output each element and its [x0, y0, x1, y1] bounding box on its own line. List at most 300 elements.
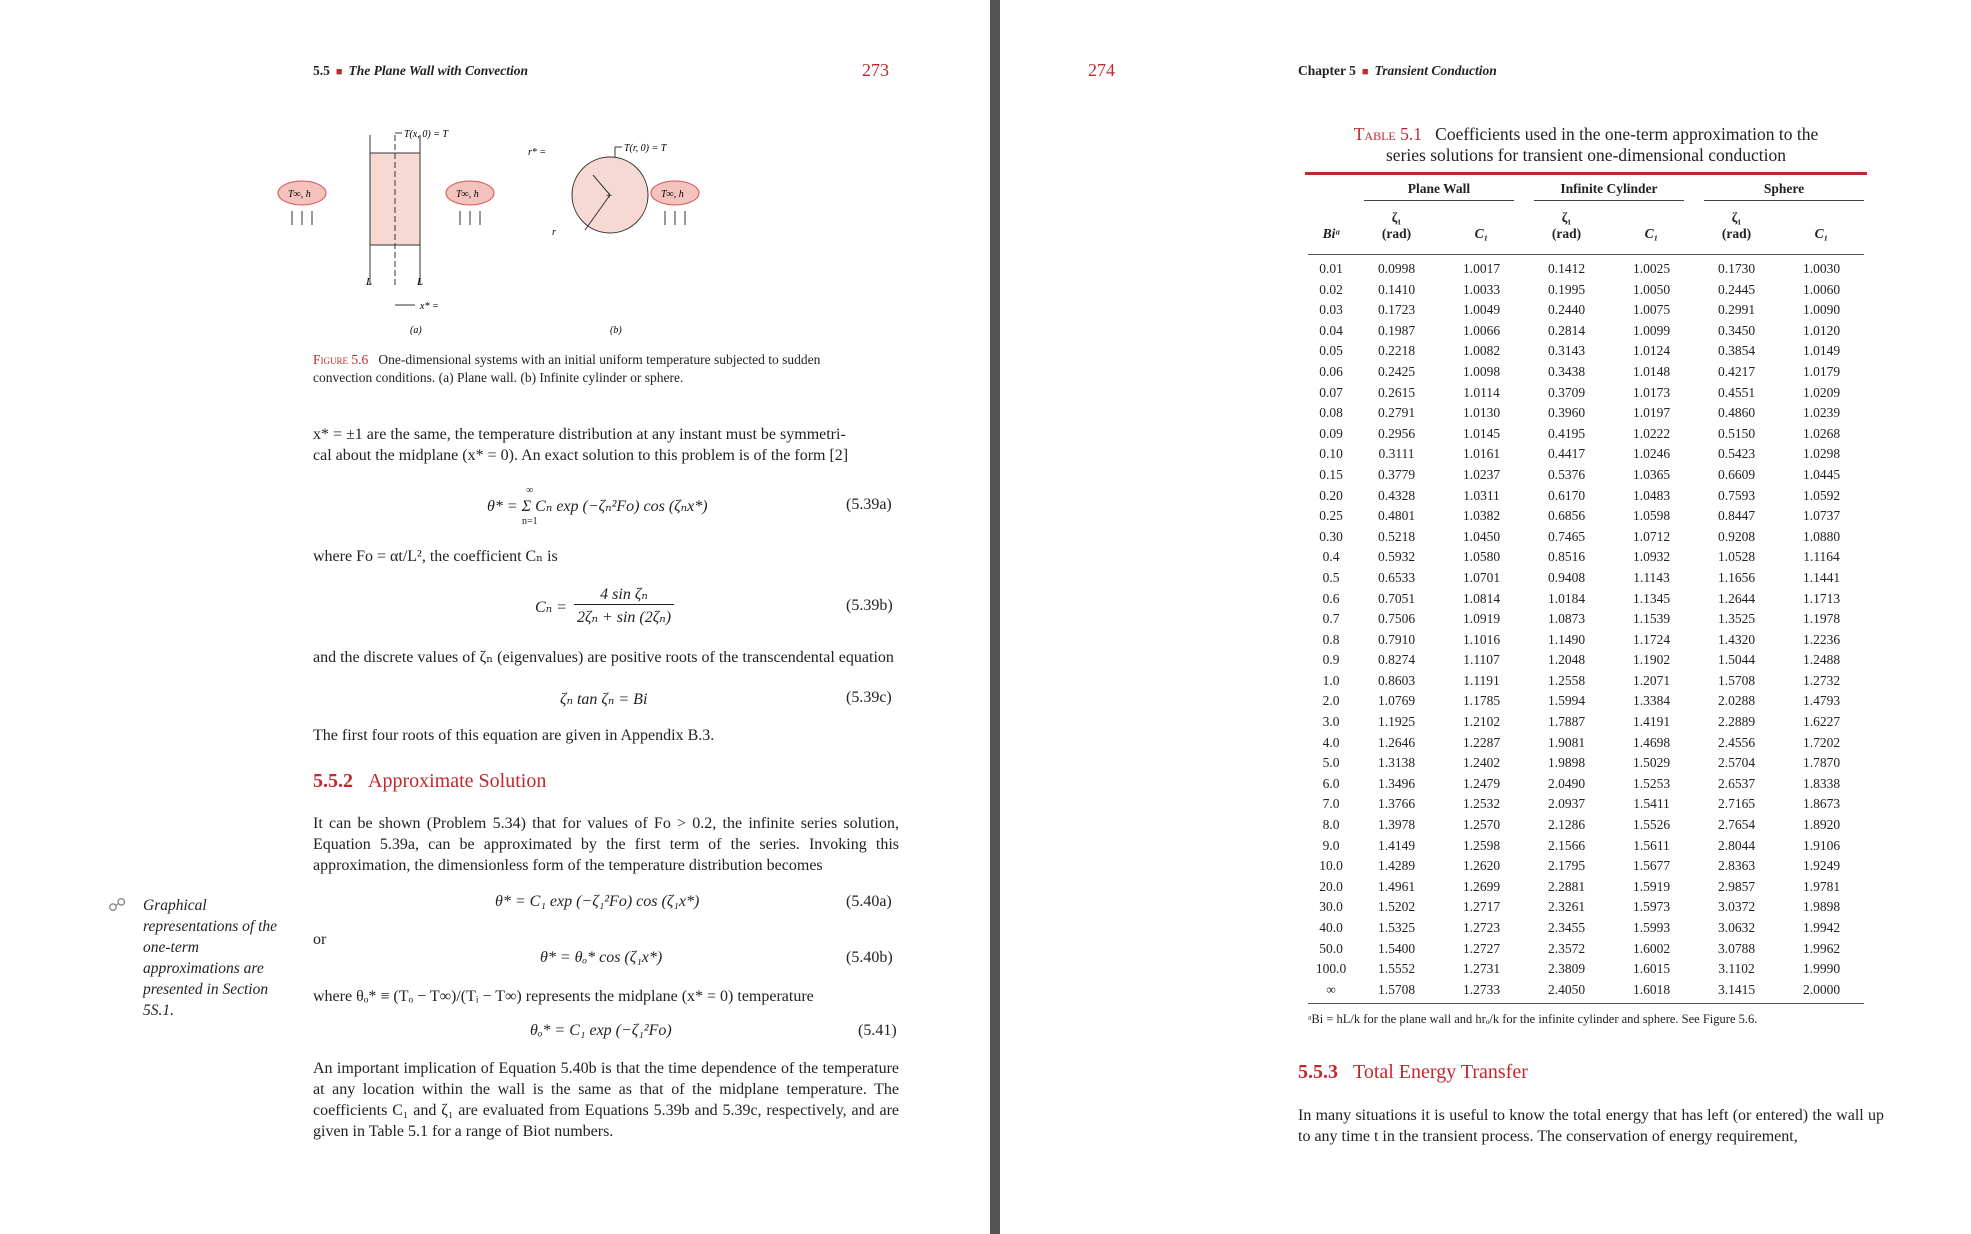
paragraph-symmetry	[313, 424, 899, 466]
value-cell: 1.2644	[1717, 590, 1756, 606]
value-cell: 1.5526	[1632, 817, 1671, 833]
value-cell: 1.4793	[1802, 693, 1841, 709]
value-cell: 1.4698	[1632, 734, 1671, 750]
value-cell: 1.0483	[1632, 487, 1671, 503]
value-cell: 1.9249	[1802, 858, 1841, 874]
value-cell: 0.2218	[1377, 343, 1416, 359]
value-cell: 1.3766	[1377, 796, 1416, 812]
value-cell: 1.9990	[1802, 961, 1841, 977]
column-header-c1: C₁	[1644, 226, 1659, 241]
value-cell: 2.0490	[1547, 775, 1586, 791]
table-row	[1308, 300, 1864, 321]
value-cell: 0.5423	[1717, 446, 1756, 462]
value-cell: 1.0082	[1462, 343, 1501, 359]
fluid-label-right: T∞, h	[456, 189, 479, 200]
bi-cell: 0.07	[1319, 384, 1343, 400]
value-cell: 1.0030	[1802, 261, 1841, 276]
bi-cell: 7.0	[1322, 796, 1340, 812]
value-cell: 1.2479	[1462, 775, 1501, 791]
value-cell: 1.4961	[1377, 878, 1416, 894]
bi-cell: 30.0	[1319, 899, 1343, 915]
table-5-1-title	[1305, 124, 1867, 175]
value-cell: 1.1785	[1462, 693, 1501, 709]
value-cell: 1.0701	[1462, 569, 1501, 585]
bi-cell: 9.0	[1322, 837, 1340, 853]
value-cell: 0.2814	[1547, 322, 1586, 338]
table-row	[1308, 650, 1864, 671]
value-cell: 1.2727	[1462, 940, 1501, 956]
value-cell: 2.5704	[1717, 755, 1756, 771]
value-cell: 1.1143	[1633, 569, 1670, 585]
value-cell: 2.4556	[1717, 734, 1756, 750]
value-cell: 0.3709	[1547, 384, 1586, 400]
value-cell: 1.0737	[1802, 508, 1841, 524]
bi-cell: 0.15	[1319, 466, 1343, 482]
value-cell: 1.0445	[1802, 466, 1841, 482]
value-cell: 1.2699	[1462, 878, 1501, 894]
value-cell: 2.7165	[1717, 796, 1756, 812]
equation-5-39c: ζₙ tan ζₙ = Bi	[560, 691, 648, 708]
value-cell: 1.0209	[1802, 384, 1841, 400]
value-cell: 1.0814	[1462, 590, 1501, 606]
value-cell: 0.1412	[1547, 261, 1586, 276]
value-cell: 0.5376	[1547, 466, 1586, 482]
value-cell: 1.0528	[1717, 549, 1756, 565]
bi-cell: 0.30	[1319, 528, 1343, 544]
paragraph-eigenvalues: and the discrete values of ζₙ (eigenvalues) are positive roots of the transcendental equation	[313, 649, 894, 666]
value-cell: 1.9081	[1547, 734, 1586, 750]
bi-cell: 3.0	[1322, 714, 1340, 730]
value-cell: 0.5218	[1377, 528, 1416, 544]
value-cell: 0.3854	[1717, 343, 1756, 359]
figure-caption-text: One-dimensional systems with an initial uniform temperature subjected to sudden convection conditions. (a) Plane wall. (b) Infinite cylinder or sphere.	[313, 352, 821, 385]
value-cell: 1.2402	[1462, 755, 1501, 771]
value-cell: 1.0066	[1462, 322, 1501, 338]
value-cell: 0.7593	[1717, 487, 1756, 503]
table-row	[1308, 939, 1864, 960]
bi-cell: 0.20	[1319, 487, 1343, 503]
value-cell: 1.0932	[1632, 549, 1671, 565]
table-row	[1308, 918, 1864, 939]
table-row	[1308, 280, 1864, 301]
value-cell: 1.0075	[1632, 302, 1671, 318]
sum-upper-limit: ∞	[526, 485, 534, 496]
value-cell: 1.0365	[1632, 466, 1671, 482]
value-cell: 1.4289	[1377, 858, 1416, 874]
bi-cell: 0.25	[1319, 508, 1343, 524]
value-cell: 1.9942	[1802, 920, 1841, 935]
table-row	[1308, 568, 1864, 589]
value-cell: 1.1490	[1547, 631, 1586, 647]
equation-5-39b-lhs: Cₙ =	[535, 599, 567, 616]
column-header-unit: (rad)	[1551, 226, 1582, 241]
word-or: or	[313, 931, 327, 948]
value-cell: 1.2488	[1802, 652, 1841, 668]
value-cell: 1.0025	[1632, 261, 1671, 276]
margin-note-icon: ☍	[108, 895, 127, 915]
value-cell: 2.7654	[1717, 817, 1756, 833]
value-cell: 2.8363	[1717, 858, 1756, 874]
value-cell: 0.4860	[1717, 405, 1756, 421]
running-head-title: Transient Conduction	[1374, 63, 1497, 78]
value-cell: 0.3779	[1377, 466, 1416, 482]
table-row	[1308, 527, 1864, 548]
value-cell: 0.7506	[1377, 611, 1416, 627]
value-cell: 1.0712	[1632, 528, 1671, 544]
bi-cell: 0.5	[1322, 569, 1340, 585]
value-cell: 1.3525	[1717, 611, 1756, 627]
table-row	[1308, 856, 1864, 877]
value-cell: 1.0149	[1802, 343, 1841, 359]
value-cell: 1.0580	[1462, 549, 1501, 565]
column-header-bi: Biᵃ	[1322, 226, 1340, 241]
value-cell: 1.1191	[1463, 672, 1500, 688]
value-cell: 0.3438	[1547, 363, 1586, 379]
value-cell: 1.0060	[1802, 281, 1841, 297]
paragraph-approximation: It can be shown (Problem 5.34) that for values of Fo > 0.2, the infinite series solution, Equation 5.39a, can be approximated by the first term of the series. Invoking this approximation, the dimensionless form of the temperature distribution becomes	[313, 815, 899, 874]
table-bottom-rule	[1308, 1003, 1864, 1004]
bi-cell: 2.0	[1322, 693, 1340, 709]
table-row	[1308, 836, 1864, 857]
table-row	[1308, 959, 1864, 980]
table-label: Table 5.1	[1353, 124, 1423, 144]
fluid-label-cylinder: T∞, h	[661, 189, 684, 200]
value-cell: 1.2646	[1377, 734, 1416, 750]
value-cell: 1.0114	[1463, 384, 1500, 400]
bi-cell: 0.6	[1322, 590, 1340, 606]
column-header-zeta: ζ₁	[1561, 210, 1572, 225]
value-cell: 2.6537	[1717, 775, 1756, 791]
value-cell: 1.0222	[1632, 425, 1671, 441]
value-cell: 1.0382	[1462, 508, 1501, 524]
flow-arrows-left	[292, 211, 312, 225]
table-row	[1308, 465, 1864, 486]
value-cell: 1.0017	[1462, 261, 1501, 276]
value-cell: 1.0769	[1377, 693, 1416, 709]
bullet-icon: ■	[335, 66, 343, 78]
table-row	[1308, 362, 1864, 383]
table-row	[1308, 733, 1864, 754]
value-cell: 1.0099	[1632, 322, 1671, 338]
value-cell: 1.0161	[1462, 446, 1501, 462]
xstar-label: x* =	[420, 301, 439, 312]
equation-number-5-40b: (5.40b)	[846, 949, 893, 966]
value-cell: 1.5993	[1632, 920, 1671, 935]
bi-cell: 5.0	[1322, 755, 1340, 771]
value-cell: 1.2731	[1462, 961, 1501, 977]
section-heading-5-5-2	[313, 770, 546, 793]
paragraph-energy: In many situations it is useful to know the total energy that has left (or entered) the wall up to any time t in the transient process. The conservation of energy requirement,	[1298, 1107, 1884, 1145]
r0-label: r	[552, 227, 556, 238]
value-cell: 2.3455	[1547, 920, 1586, 935]
value-cell: 1.7887	[1547, 714, 1586, 730]
value-cell: 1.2236	[1802, 631, 1841, 647]
value-cell: 0.6609	[1717, 466, 1756, 482]
table-row	[1308, 444, 1864, 465]
value-cell: 0.5150	[1717, 425, 1756, 441]
value-cell: 0.0998	[1377, 261, 1416, 276]
value-cell: 1.5919	[1632, 878, 1671, 894]
figure-5-6	[288, 125, 710, 345]
table-row	[1308, 794, 1864, 815]
equation-5-41: θₒ* = C₁ exp (−ζ₁²Fo)	[530, 1022, 672, 1039]
table-row	[1308, 259, 1864, 280]
value-cell: 3.0632	[1717, 920, 1756, 935]
table-row	[1308, 691, 1864, 712]
section-title: Approximate Solution	[368, 770, 547, 792]
bi-cell: ∞	[1326, 981, 1336, 997]
header-rule	[1308, 242, 1864, 255]
value-cell: 1.1713	[1802, 590, 1841, 606]
equation-5-39a	[487, 496, 708, 516]
value-cell: 1.5708	[1717, 672, 1756, 688]
value-cell: 1.5029	[1632, 755, 1671, 771]
value-cell: 0.1987	[1377, 322, 1416, 338]
value-cell: 1.8920	[1802, 817, 1841, 833]
value-cell: 3.0788	[1717, 940, 1756, 956]
bi-cell: 0.03	[1319, 302, 1343, 318]
value-cell: 0.2956	[1377, 425, 1416, 441]
table-row	[1308, 609, 1864, 630]
equation-number-5-40a: (5.40a)	[846, 893, 892, 910]
center-mark: +	[606, 190, 613, 202]
value-cell: 1.8673	[1802, 796, 1841, 812]
value-cell: 0.2425	[1377, 363, 1416, 379]
value-cell: 1.0246	[1632, 446, 1671, 462]
value-cell: 1.0130	[1462, 405, 1501, 421]
value-cell: 1.6015	[1632, 961, 1671, 977]
value-cell: 3.0372	[1717, 899, 1756, 915]
value-cell: 1.3978	[1377, 817, 1416, 833]
section-number: 5.5.3	[1298, 1061, 1338, 1083]
value-cell: 1.1925	[1377, 714, 1416, 730]
value-cell: 1.1441	[1802, 569, 1841, 585]
table-row	[1308, 877, 1864, 898]
equation-5-39b-denominator: 2ζₙ + sin (2ζₙ)	[576, 609, 672, 626]
value-cell: 2.4050	[1547, 981, 1586, 997]
tx0-label: T(x, 0) = T	[404, 129, 448, 140]
table-row	[1308, 712, 1864, 733]
value-cell: 1.5400	[1377, 940, 1416, 956]
value-cell: 1.5411	[1633, 796, 1670, 812]
bi-cell: 40.0	[1319, 920, 1343, 935]
value-cell: 1.4149	[1377, 837, 1416, 853]
sum-lower-limit: n=1	[522, 516, 538, 527]
value-cell: 3.1415	[1717, 981, 1756, 997]
value-cell: 1.1902	[1632, 652, 1671, 668]
value-cell: 1.5708	[1377, 981, 1416, 997]
value-cell: 0.4417	[1547, 446, 1586, 462]
value-cell: 0.1730	[1717, 261, 1756, 276]
value-cell: 1.5552	[1377, 961, 1416, 977]
figure-label: Figure 5.6	[313, 352, 369, 367]
value-cell: 1.2732	[1802, 672, 1841, 688]
bi-cell: 0.08	[1319, 405, 1343, 421]
table-row	[1308, 753, 1864, 774]
value-cell: 1.1724	[1632, 631, 1671, 647]
table-title-line: Coefficients used in the one-term approximation to the	[1435, 124, 1819, 144]
value-cell: 0.2445	[1717, 281, 1756, 297]
value-cell: 1.4320	[1717, 631, 1756, 647]
value-cell: 1.7870	[1802, 755, 1841, 771]
bi-cell: 50.0	[1319, 940, 1343, 956]
value-cell: 0.4801	[1377, 508, 1416, 524]
value-cell: 0.7051	[1377, 590, 1416, 606]
value-cell: 1.0090	[1802, 302, 1841, 318]
equation-number-5-39b: (5.39b)	[846, 597, 893, 614]
coefficients-table	[1308, 178, 1864, 1027]
value-cell: 1.1164	[1803, 549, 1840, 565]
column-header-c1: C₁	[1814, 226, 1829, 241]
value-cell: 2.1566	[1547, 837, 1586, 853]
bi-cell: 0.09	[1319, 425, 1343, 441]
value-cell: 2.8044	[1717, 837, 1756, 853]
bi-cell: 10.0	[1319, 858, 1343, 874]
table-row	[1308, 403, 1864, 424]
value-cell: 1.7202	[1802, 734, 1841, 750]
value-cell: 1.5611	[1633, 837, 1670, 853]
value-cell: 1.0598	[1632, 508, 1671, 524]
running-head-title: The Plane Wall with Convection	[348, 63, 529, 78]
bi-cell: 6.0	[1322, 775, 1340, 791]
table-row	[1308, 486, 1864, 507]
group-header-sphere: Sphere	[1704, 181, 1864, 201]
bi-cell: 0.4	[1322, 549, 1340, 565]
value-cell: 1.2723	[1462, 920, 1501, 935]
value-cell: 0.6170	[1547, 487, 1586, 503]
value-cell: 1.9106	[1802, 837, 1841, 853]
table-footnote: ᵃBi = hL/k for the plane wall and hrₒ/k for the infinite cylinder and sphere. See Figure 5.6.	[1308, 1012, 1758, 1027]
value-cell: 2.3572	[1547, 940, 1586, 956]
bi-cell: 0.8	[1322, 631, 1340, 647]
table-row	[1308, 589, 1864, 610]
value-cell: 0.3111	[1378, 446, 1415, 462]
panel-a-label: (a)	[410, 325, 422, 336]
value-cell: 0.2791	[1377, 405, 1416, 421]
value-cell: 1.0124	[1632, 343, 1671, 359]
value-cell: 1.2570	[1462, 817, 1501, 833]
value-cell: 1.4191	[1632, 714, 1671, 730]
value-cell: 0.3960	[1547, 405, 1586, 421]
value-cell: 1.2532	[1462, 796, 1501, 812]
value-cell: 0.2991	[1717, 302, 1756, 318]
value-cell: 1.2598	[1462, 837, 1501, 853]
value-cell: 1.2717	[1462, 899, 1501, 915]
value-cell: 1.9898	[1547, 755, 1586, 771]
bi-cell: 1.0	[1322, 672, 1340, 688]
equation-5-39b-numerator: 4 sin ζₙ	[574, 584, 674, 605]
value-cell: 1.5325	[1377, 920, 1416, 935]
bi-cell: 100.0	[1315, 961, 1347, 977]
value-cell: 1.9898	[1802, 899, 1841, 915]
bi-cell: 0.02	[1319, 281, 1343, 297]
value-cell: 0.8274	[1377, 652, 1416, 668]
value-cell: 1.5973	[1632, 899, 1671, 915]
paragraph-line: x* = ±1 are the same, the temperature distribution at any instant must be symmetri-	[313, 426, 846, 443]
value-cell: 0.5932	[1377, 549, 1416, 565]
equation-5-40b: θ* = θₒ* cos (ζ₁x*)	[540, 949, 663, 966]
value-cell: 1.1978	[1802, 611, 1841, 627]
bi-cell: 0.04	[1319, 322, 1343, 338]
value-cell: 1.1345	[1632, 590, 1671, 606]
value-cell: 1.0145	[1462, 425, 1501, 441]
value-cell: 1.8338	[1802, 775, 1841, 791]
panel-b-label: (b)	[610, 325, 622, 336]
table-row	[1308, 897, 1864, 918]
equation-text: θ* = Σ Cₙ exp (−ζₙ²Fo) cos (ζₙx*)	[487, 498, 708, 515]
bi-cell: 0.10	[1319, 446, 1343, 462]
value-cell: 1.5202	[1377, 899, 1416, 915]
value-cell: 1.0049	[1462, 302, 1501, 318]
figure-caption	[313, 351, 873, 387]
value-cell: 0.2615	[1377, 384, 1416, 400]
running-head-right	[1298, 63, 1497, 79]
value-cell: 1.5994	[1547, 693, 1586, 709]
value-cell: 1.9962	[1802, 940, 1841, 956]
value-cell: 1.1656	[1717, 569, 1756, 585]
value-cell: 1.0450	[1462, 528, 1501, 544]
value-cell: 0.1995	[1547, 281, 1586, 297]
value-cell: 1.5044	[1717, 652, 1756, 668]
value-cell: 0.3143	[1547, 343, 1586, 359]
value-cell: 2.2889	[1717, 714, 1756, 730]
table-row	[1308, 383, 1864, 404]
equation-number-5-41: (5.41)	[858, 1022, 897, 1039]
table-top-rule	[1305, 172, 1867, 175]
page-number-right: 274	[1088, 60, 1115, 80]
value-cell: 1.0239	[1802, 405, 1841, 421]
value-cell: 1.3384	[1632, 693, 1671, 709]
flow-arrows-right	[460, 211, 480, 225]
value-cell: 0.9208	[1717, 528, 1756, 544]
table-row	[1308, 424, 1864, 445]
value-cell: 1.2620	[1462, 858, 1501, 874]
column-header-zeta: ζ₁	[1391, 210, 1402, 225]
value-cell: 0.8447	[1717, 508, 1756, 524]
table-row	[1308, 506, 1864, 527]
value-cell: 2.0000	[1802, 981, 1841, 997]
bi-cell: 8.0	[1322, 817, 1340, 833]
column-header-c1: C₁	[1474, 226, 1489, 241]
column-header-zeta: ζ₁	[1731, 210, 1742, 225]
value-cell: 2.1795	[1547, 858, 1586, 874]
table-title-line: series solutions for transient one-dimensional conduction	[1386, 145, 1786, 165]
value-cell: 1.5677	[1632, 858, 1671, 874]
value-cell: 0.4551	[1717, 384, 1756, 400]
l-left-label: L	[366, 276, 373, 288]
value-cell: 1.0120	[1802, 322, 1841, 338]
value-cell: 0.6533	[1377, 569, 1416, 585]
value-cell: 0.2440	[1547, 302, 1586, 318]
group-header-plane-wall: Plane Wall	[1364, 181, 1514, 201]
value-cell: 2.2881	[1547, 878, 1586, 894]
value-cell: 1.1539	[1632, 611, 1671, 627]
equation-number-5-39a: (5.39a)	[846, 496, 892, 513]
bi-cell: 0.05	[1319, 343, 1343, 359]
table-row	[1308, 321, 1864, 342]
trx0-label: T(r, 0) = T	[624, 143, 667, 154]
value-cell: 1.6227	[1802, 714, 1841, 730]
value-cell: 0.7910	[1377, 631, 1416, 647]
value-cell: 1.0298	[1802, 446, 1841, 462]
bi-cell: 4.0	[1322, 734, 1340, 750]
running-head-left	[313, 63, 528, 79]
value-cell: 1.2048	[1547, 652, 1586, 668]
bi-cell: 0.7	[1322, 611, 1340, 627]
value-cell: 1.0197	[1632, 405, 1671, 421]
value-cell: 0.3450	[1717, 322, 1756, 338]
value-cell: 0.8516	[1547, 549, 1586, 565]
